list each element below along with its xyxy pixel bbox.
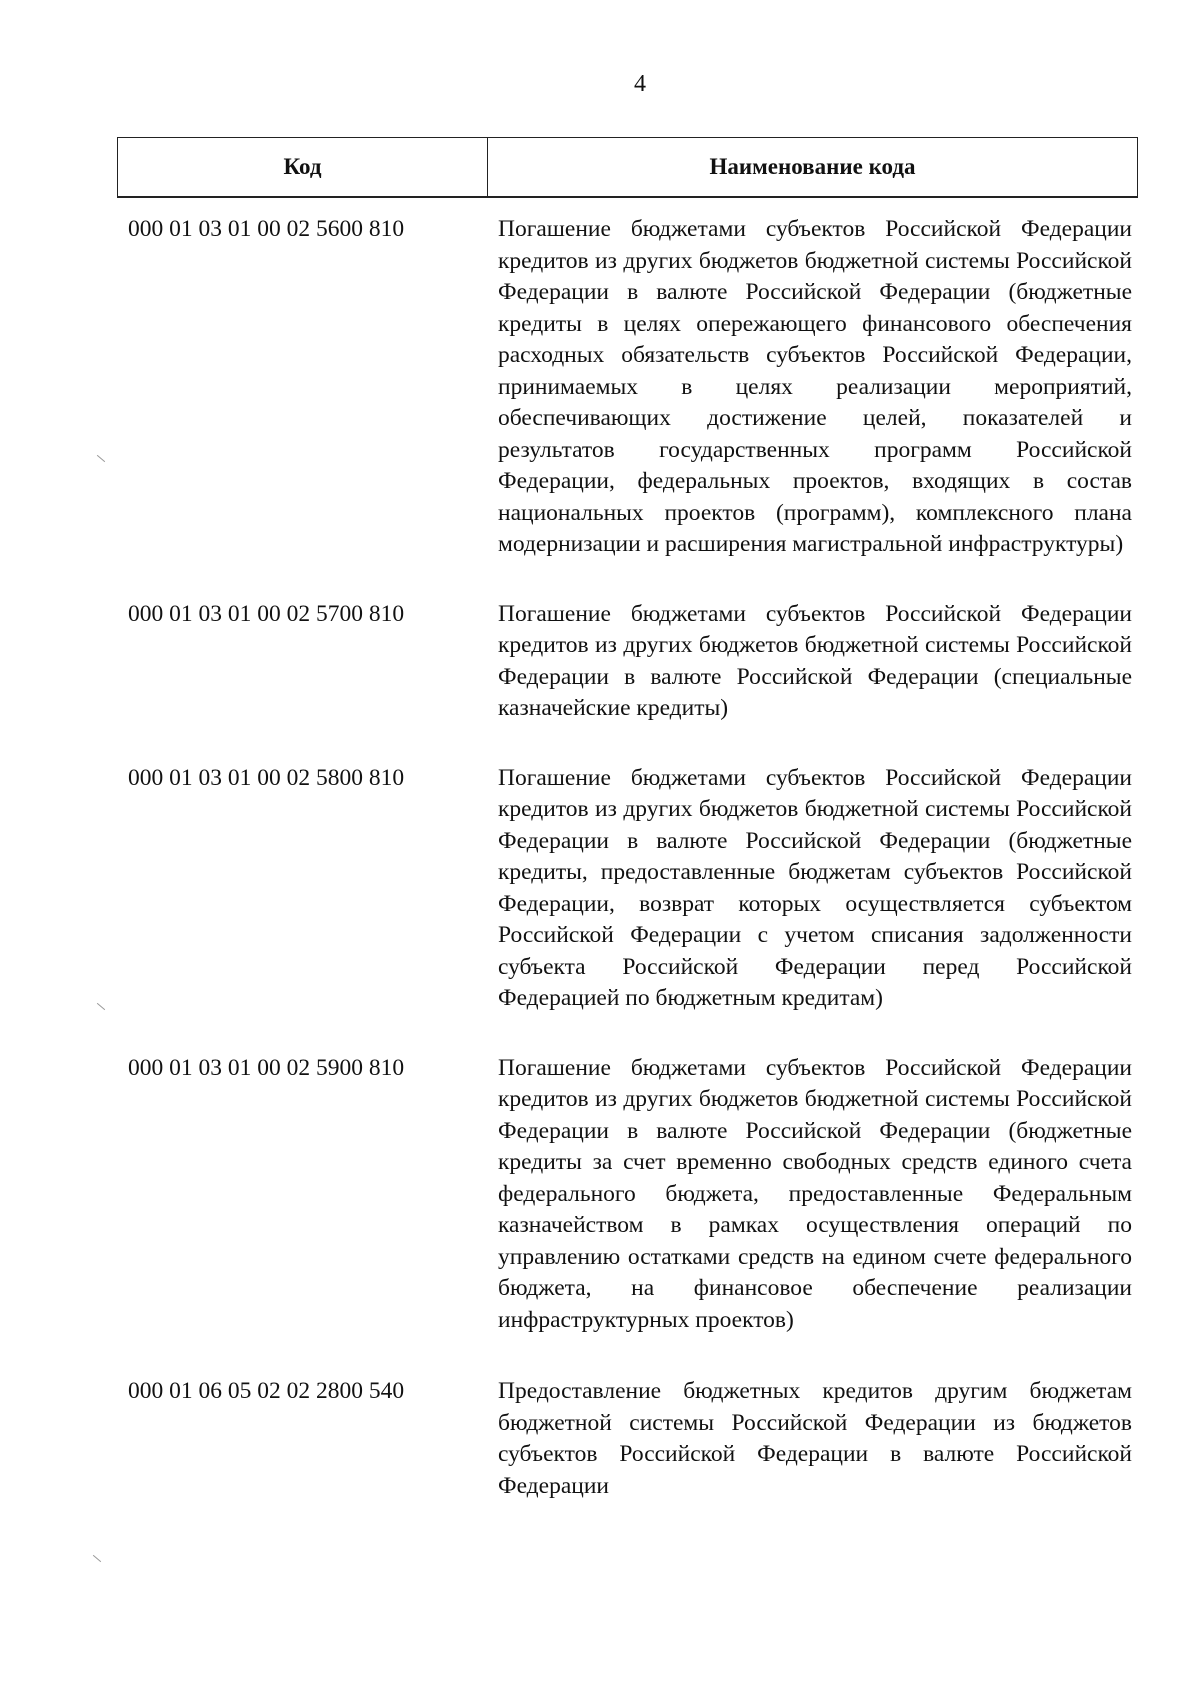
row-code: 000 01 06 05 02 02 2800 540 — [128, 1378, 405, 1404]
table-header — [117, 137, 1138, 198]
row-name: Погашение бюджетами субъектов Российской Федерации кредитов из других бюджетов бюджетной системы Российской Федерации в валюте Российской Федерации (бюджетные кредиты в целях опережающего финансового обеспечения расходных обязательств субъектов Российской Федерации, принимаемых в целях реализации мероприятий, обеспечивающих достижение целей, показателей и результатов государственных программ Российской Федерации, федеральных проектов, входящих в состав национальных проектов (программ), комплексного плана модернизации и расширения магистральной инфраструктуры) — [498, 216, 1132, 557]
row-name: Предоставление бюджетных кредитов другим бюджетам бюджетной системы Российской Федерации из бюджетов субъектов Российской Федерации в валюте Российской Федерации — [498, 1378, 1132, 1499]
header-name: Наименование кода — [709, 154, 916, 179]
row-name: Погашение бюджетами субъектов Российской Федерации кредитов из других бюджетов бюджетной системы Российской Федерации в валюте Российской Федерации (бюджетные кредиты за счет временно свободных средств единого счета федерального бюджета, предоставленные Федеральным казначейством в рамках осуществления операций по управлению остатками средств на едином счете федерального бюджета, на финансовое обеспечение реализации инфраструктурных проектов) — [498, 1054, 1132, 1333]
scan-speck — [93, 1555, 101, 1562]
row-code: 000 01 03 01 00 02 5900 810 — [128, 1054, 405, 1081]
page-number: 4 — [634, 71, 646, 97]
table-body — [0, 214, 1200, 1502]
table-row — [0, 214, 1200, 561]
table-row — [0, 763, 1200, 1015]
table-row — [0, 599, 1200, 725]
table-row — [0, 1376, 1200, 1502]
table-row — [0, 1053, 1200, 1337]
row-code: 000 01 03 01 00 02 5600 810 — [128, 216, 405, 242]
row-code: 000 01 03 01 00 02 5800 810 — [128, 764, 405, 791]
row-code: 000 01 03 01 00 02 5700 810 — [128, 600, 405, 627]
header-code: Код — [118, 138, 488, 196]
row-name: Погашение бюджетами субъектов Российской Федерации кредитов из других бюджетов бюджетной системы Российской Федерации в валюте Российской Федерации (бюджетные кредиты, предоставленные бюджетам субъектов Российской Федерации, возврат которых осуществляется субъектом Российской Федерации с учетом списания задолженности субъекта Российской Федерации перед Российской Федерацией по бюджетным кредитам) — [498, 764, 1132, 1011]
row-name: Погашение бюджетами субъектов Российской Федерации кредитов из других бюджетов бюджетной системы Российской Федерации в валюте Российской Федерации (специальные казначейские кредиты) — [498, 600, 1132, 721]
